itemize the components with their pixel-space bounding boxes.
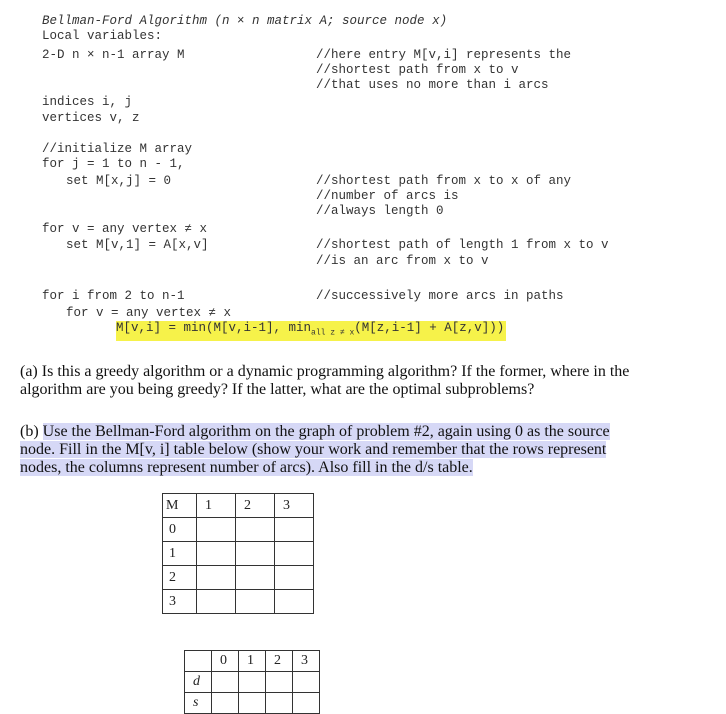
m-table-col-header: 3 — [275, 494, 314, 518]
m-table-col-header: 1 — [197, 494, 236, 518]
m-table-row — [163, 566, 314, 590]
ds-table-col-header: 3 — [293, 651, 320, 672]
question-b-text-2: node. Fill in the M[v, i] table below (show your work and remember that the rows represent — [20, 441, 607, 458]
m-table-cell[interactable] — [236, 518, 275, 542]
question-b-line-1 — [20, 423, 710, 441]
m-table-row-header: 3 — [163, 590, 197, 614]
ds-table-cell[interactable] — [212, 672, 239, 693]
m-table-cell[interactable] — [236, 542, 275, 566]
m-table-cell[interactable] — [236, 590, 275, 614]
m-table-cell[interactable] — [275, 542, 314, 566]
ds-table-cell[interactable] — [239, 693, 266, 714]
array-declaration: 2-D n × n-1 array M — [42, 48, 185, 62]
for-i-loop: for i from 2 to n-1 — [42, 289, 185, 303]
m-table-row — [163, 518, 314, 542]
ds-table-cell[interactable] — [293, 693, 320, 714]
comment-xx-line-1: //shortest path from x to x of any — [316, 174, 572, 188]
m-table-cell[interactable] — [236, 566, 275, 590]
m-table-row — [163, 590, 314, 614]
question-b-line-3 — [20, 459, 710, 477]
comment-xx-line-2: //number of arcs is — [316, 189, 459, 203]
for-j-loop: for j = 1 to n - 1, — [42, 157, 185, 171]
question-b — [20, 423, 710, 477]
update-pre: M[v,i] = min(M[v,i-1], min — [116, 321, 312, 335]
m-table-cell[interactable] — [197, 518, 236, 542]
ds-table-cell[interactable] — [266, 693, 293, 714]
ds-table-cell[interactable] — [212, 693, 239, 714]
ds-table-col-header: 0 — [212, 651, 239, 672]
m-table-cell[interactable] — [197, 590, 236, 614]
m-table-corner: M — [163, 494, 197, 518]
set-mv1-statement: set M[v,1] = A[x,v] — [66, 238, 209, 252]
vertices-declaration: vertices v, z — [42, 111, 140, 125]
for-v-loop: for v = any vertex ≠ x — [42, 222, 208, 236]
update-post: (M[z,i-1] + A[z,v])) — [354, 321, 505, 335]
comment-xx-line-3: //always length 0 — [316, 204, 444, 218]
ds-table-cell[interactable] — [266, 672, 293, 693]
m-table-row-header: 2 — [163, 566, 197, 590]
comment-successive: //successively more arcs in paths — [316, 289, 564, 303]
ds-table-row — [185, 672, 320, 693]
m-table-cell[interactable] — [275, 566, 314, 590]
ds-table-corner — [185, 651, 212, 672]
m-table-col-header: 2 — [236, 494, 275, 518]
question-b-line-2 — [20, 441, 710, 459]
set-mxj-statement: set M[x,j] = 0 — [66, 174, 172, 188]
update-subscript: all z ≠ x — [311, 328, 355, 338]
ds-table-row-header-s: s — [185, 693, 212, 714]
indices-declaration: indices i, j — [42, 95, 133, 109]
question-a-line-2: algorithm are you being greedy? If the latter, what are the optimal subproblems? — [20, 381, 535, 398]
local-variables-label: Local variables: — [42, 29, 163, 43]
question-b-text-3: nodes, the columns represent number of arcs). Also fill in the d/s table. — [20, 459, 473, 476]
ds-table-row-header-d: d — [185, 672, 212, 693]
question-a-line-1: (a) Is this a greedy algorithm or a dynamic programming algorithm? If the former, where in the — [20, 363, 630, 380]
question-b-text-1: Use the Bellman-Ford algorithm on the graph of problem #2, again using 0 as the source — [42, 423, 610, 440]
ds-table-col-header: 1 — [239, 651, 266, 672]
init-comment: //initialize M array — [42, 142, 193, 156]
m-table-cell[interactable] — [275, 518, 314, 542]
m-table-header-row — [163, 494, 314, 518]
m-table — [162, 493, 314, 614]
question-b-prefix: (b) — [20, 423, 43, 440]
m-table-row-header: 0 — [163, 518, 197, 542]
m-table-row — [163, 542, 314, 566]
ds-table-col-header: 2 — [266, 651, 293, 672]
question-a — [20, 363, 710, 399]
update-statement — [116, 321, 506, 341]
ds-table-row — [185, 693, 320, 714]
for-v-inner-loop: for v = any vertex ≠ x — [66, 306, 232, 320]
m-table-cell[interactable] — [197, 542, 236, 566]
ds-table-cell[interactable] — [293, 672, 320, 693]
m-table-cell[interactable] — [275, 590, 314, 614]
algorithm-name: Bellman-Ford Algorithm (n × n matrix A; source node x) — [42, 14, 448, 28]
ds-table-header-row — [185, 651, 320, 672]
m-table-row-header: 1 — [163, 542, 197, 566]
m-table-cell[interactable] — [197, 566, 236, 590]
code-title-line — [42, 14, 447, 29]
ds-table-cell[interactable] — [239, 672, 266, 693]
comment-entry-line-3: //that uses no more than i arcs — [316, 78, 549, 92]
comment-entry-line-2: //shortest path from x to v — [316, 63, 519, 77]
comment-len1-line-1: //shortest path of length 1 from x to v — [316, 238, 609, 252]
comment-entry-line-1: //here entry M[v,i] represents the — [316, 48, 572, 62]
comment-len1-line-2: //is an arc from x to v — [316, 254, 489, 268]
ds-table — [184, 650, 320, 714]
